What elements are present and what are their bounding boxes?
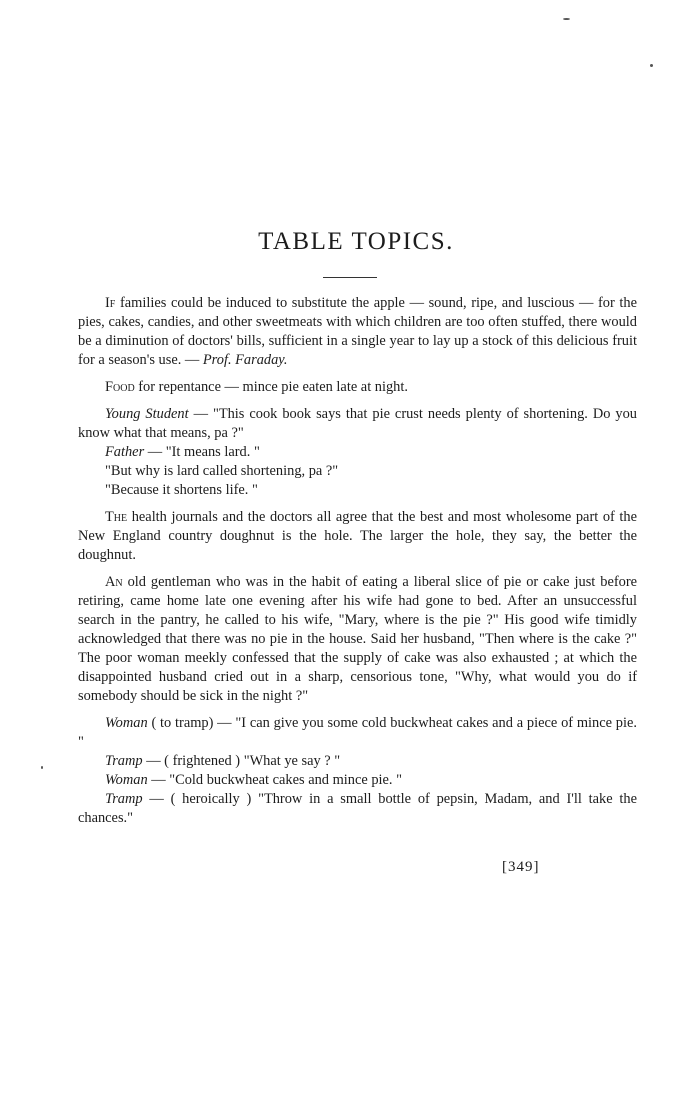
lead-word: An: [105, 574, 123, 590]
paragraph-text: old gentleman who was in the habit of eating a liberal slice of pie or cake just before retiring, came home late one evening after his wife had gone to bed. After an unsuccessful search in the pantry, he called to his wife, "Mary, where is the pie ?" His good wife timidly acknowledged that there was no pie in the house. Said her husband, "Then where is the cake ?" The poor woman meekly confessed that the supply of cake was also exhausted ; at which the disappointed husband cried out in a sharp, censorious tone, "Why, what would you do if somebody should be sick in the night ?": [78, 574, 637, 704]
dialogue-text: — "Cold buckwheat cakes and mince pie. ": [147, 772, 402, 788]
attribution: Prof. Faraday.: [202, 352, 288, 368]
dialogue-text: — ( frightened ) "What ye say ? ": [142, 753, 341, 769]
dialogue-text: "Because it shortens life. ": [105, 482, 258, 498]
dialogue-text: "But why is lard called shortening, pa ?": [105, 463, 339, 479]
paragraph-health: [78, 508, 637, 565]
page-number: [349]: [502, 859, 540, 875]
lead-word: The: [105, 509, 128, 525]
dialogue-line: [78, 714, 637, 752]
paragraph-text: families could be induced to substitute the apple — sound, ripe, and luscious — for the pies, cakes, candies, and other sweetmeats with which children are too often stuffed, there would be a diminution of doctors' bills, sufficient in a single year to lay up a stock of this delicious fruit for a season's use. —: [78, 295, 637, 368]
dialogue-line: [78, 790, 637, 828]
paragraph-text: health journals and the doctors all agree that the best and most wholesome part of the New England country doughnut is the hole. The larger the hole, they say, the better the doughnut.: [78, 509, 637, 563]
dialogue-line: [78, 752, 637, 771]
paragraph-apple: [78, 294, 637, 370]
dialogue-line: [78, 405, 637, 443]
title-rule: [323, 277, 377, 278]
speaker: Woman: [105, 772, 148, 788]
dialogue-text: ( to tramp) — "I can give you some cold buckwheat cakes and a piece of mince pie. ": [78, 715, 637, 750]
paragraph-food: [78, 378, 637, 397]
dialogue-text: — ( heroically ) "Throw in a small bottle of pepsin, Madam, and I'll take the chances.": [78, 791, 637, 826]
lead-word: Food: [105, 379, 135, 395]
paragraph-text: for repentance — mince pie eaten late at night.: [134, 379, 408, 395]
dialogue-line: [78, 771, 637, 790]
dialogue-text: — "This cook book says that pie crust needs plenty of shortening. Do you know what that means, pa ?": [78, 406, 637, 441]
lead-word: If: [105, 295, 116, 311]
speaker: Tramp: [105, 791, 143, 807]
page-title: TABLE TOPICS.: [258, 228, 454, 255]
dialogue-line: [78, 481, 637, 500]
scan-speck: [650, 64, 653, 67]
dialogue-line: [78, 443, 637, 462]
speaker: Tramp: [105, 753, 143, 769]
speaker: Young Student: [105, 406, 189, 422]
scan-speck: [563, 18, 570, 20]
scan-speck: [41, 766, 43, 769]
speaker: Father: [105, 444, 145, 460]
dialogue-line: [78, 462, 637, 481]
dialogue-text: — "It means lard. ": [144, 444, 260, 460]
article-body: [78, 294, 637, 828]
speaker: Woman: [105, 715, 148, 731]
paragraph-old-gentleman: [78, 573, 637, 706]
